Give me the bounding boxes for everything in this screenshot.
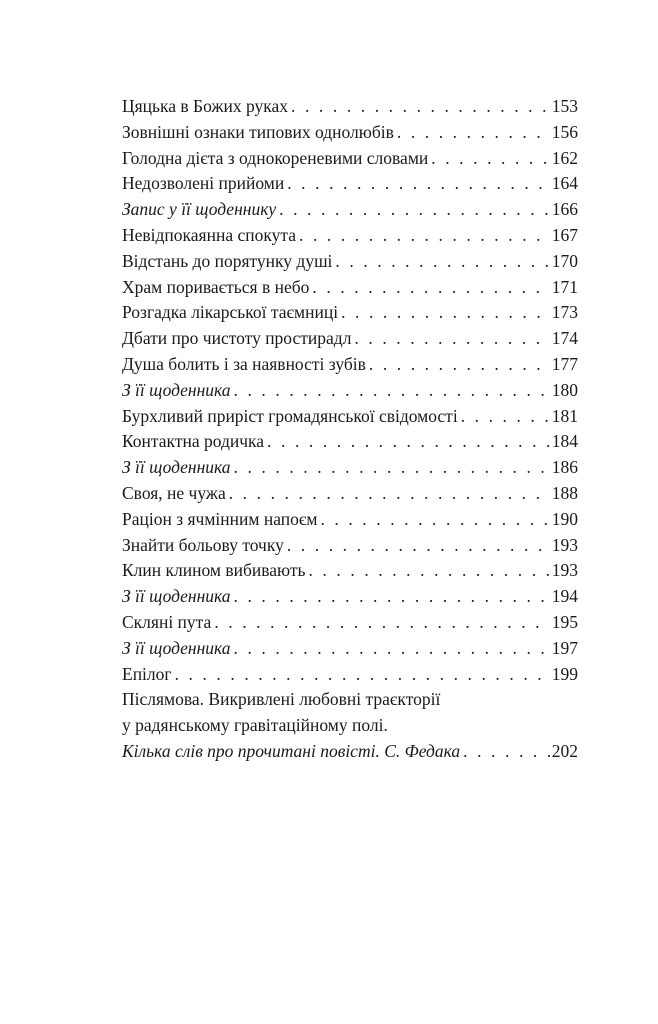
afterword-page-number: 202	[551, 740, 578, 761]
toc-entry	[122, 120, 578, 146]
toc-entry	[122, 171, 578, 197]
toc-entry-title: Скляні пута	[122, 611, 212, 632]
toc-entry-title: З її щоденника	[122, 586, 231, 607]
toc-entry-page-number: 194	[551, 586, 578, 607]
toc-entry-page-number: 164	[551, 173, 578, 194]
toc-entry-page-number: 156	[551, 121, 578, 142]
toc-entry-title: Бурхливий приріст громадянської свідомості	[122, 405, 458, 426]
dot-leader	[369, 352, 550, 378]
toc-entry-title: Своя, не чужа	[122, 482, 226, 503]
toc-entry-page-number: 177	[551, 353, 578, 374]
toc-entry-title: Недозволені прийоми	[122, 173, 285, 194]
dot-leader	[320, 507, 549, 533]
toc-entry	[122, 636, 578, 662]
toc-entry	[122, 429, 578, 455]
toc-entry-page-number: 170	[551, 250, 578, 271]
toc-entry	[122, 352, 578, 378]
dot-leader	[397, 120, 550, 146]
dot-leader	[312, 275, 549, 301]
toc-entry-title: Зовнішні ознаки типових однолюбів	[122, 121, 394, 142]
toc-entries	[122, 94, 578, 687]
toc-entry	[122, 610, 578, 636]
toc-entry-page-number: 190	[551, 508, 578, 529]
toc-entry	[122, 197, 578, 223]
toc-entry-page-number: 171	[551, 276, 578, 297]
dot-leader	[287, 533, 550, 559]
toc-entry	[122, 507, 578, 533]
afterword-line-3	[122, 739, 578, 765]
toc-entry	[122, 558, 578, 584]
toc-entry-page-number: 181	[551, 405, 578, 426]
dot-leader	[461, 404, 550, 430]
toc-entry-page-number: 188	[551, 482, 578, 503]
toc-entry	[122, 481, 578, 507]
dot-leader	[234, 636, 550, 662]
toc-entry-page-number: 153	[551, 96, 578, 116]
dot-leader	[234, 378, 550, 404]
dot-leader	[354, 326, 549, 352]
dot-leader	[309, 558, 550, 584]
toc-entry-title: Клин клином вибивають	[122, 560, 306, 581]
dot-leader	[234, 455, 550, 481]
afterword-subtitle: Кілька слів про прочитані повісті. С. Федака	[122, 740, 461, 761]
toc-entry	[122, 300, 578, 326]
dot-leader	[267, 429, 550, 455]
table-of-contents	[122, 94, 578, 765]
toc-entry-page-number: 195	[551, 611, 578, 632]
dot-leader	[431, 146, 549, 172]
toc-entry-page-number: 173	[551, 302, 578, 323]
dot-leader	[229, 481, 550, 507]
toc-entry-title: Відстань до порятунку душі	[122, 250, 333, 271]
toc-entry-title: Раціон з ячмінним напоєм	[122, 508, 318, 529]
toc-entry-title: Невідпокаянна спокута	[122, 224, 296, 245]
toc-entry-page-number: 193	[551, 560, 578, 581]
toc-entry-title: Храм поривається в небо	[122, 276, 310, 297]
dot-leader	[335, 249, 549, 275]
toc-entry	[122, 662, 578, 688]
toc-entry-page-number: 166	[551, 199, 578, 220]
toc-entry	[122, 378, 578, 404]
dot-leader	[463, 739, 550, 765]
toc-entry	[122, 455, 578, 481]
dot-leader	[175, 662, 550, 688]
toc-entry	[122, 275, 578, 301]
toc-entry-title: Дбати про чистоту простирадл	[122, 328, 352, 349]
dot-leader	[234, 584, 550, 610]
dot-leader	[287, 171, 550, 197]
toc-entry-title: Контактна родичка	[122, 431, 265, 452]
toc-entry	[122, 584, 578, 610]
toc-entry-title: З її щоденника	[122, 379, 231, 400]
toc-entry-page-number: 180	[551, 379, 578, 400]
toc-entry-title: Епілог	[122, 663, 172, 684]
toc-entry-page-number: 197	[551, 637, 578, 658]
toc-entry	[122, 94, 578, 120]
toc-entry-title: З її щоденника	[122, 637, 231, 658]
toc-entry-page-number: 162	[551, 147, 578, 168]
toc-entry	[122, 146, 578, 172]
toc-entry-title: Розгадка лікарської таємниці	[122, 302, 339, 323]
dot-leader	[291, 94, 550, 120]
toc-entry	[122, 326, 578, 352]
toc-entry	[122, 404, 578, 430]
toc-entry-page-number: 174	[551, 328, 578, 349]
toc-entry-title: Запис у її щоденнику	[122, 199, 277, 220]
toc-entry-title: Цяцька в Божих руках	[122, 96, 289, 116]
toc-entry	[122, 533, 578, 559]
dot-leader	[279, 197, 550, 223]
dot-leader	[341, 300, 550, 326]
toc-entry-title: Голодна дієта з однокореневими словами	[122, 147, 429, 168]
afterword-line-1: Післямова. Викривлені любовні траєкторії	[122, 689, 441, 710]
toc-entry-page-number: 167	[551, 224, 578, 245]
toc-entry-page-number: 199	[551, 663, 578, 684]
toc-entry	[122, 223, 578, 249]
toc-entry-page-number: 186	[551, 457, 578, 478]
toc-entry-title: З її щоденника	[122, 457, 231, 478]
dot-leader	[299, 223, 550, 249]
dot-leader	[214, 610, 549, 636]
toc-entry-page-number: 184	[551, 431, 578, 452]
afterword-line-2: у радянському гравітаційному полі.	[122, 715, 388, 736]
toc-entry-page-number: 193	[551, 534, 578, 555]
toc-entry-title: Душа болить і за наявності зубів	[122, 353, 366, 374]
toc-entry	[122, 249, 578, 275]
toc-entry-title: Знайти больову точку	[122, 534, 284, 555]
